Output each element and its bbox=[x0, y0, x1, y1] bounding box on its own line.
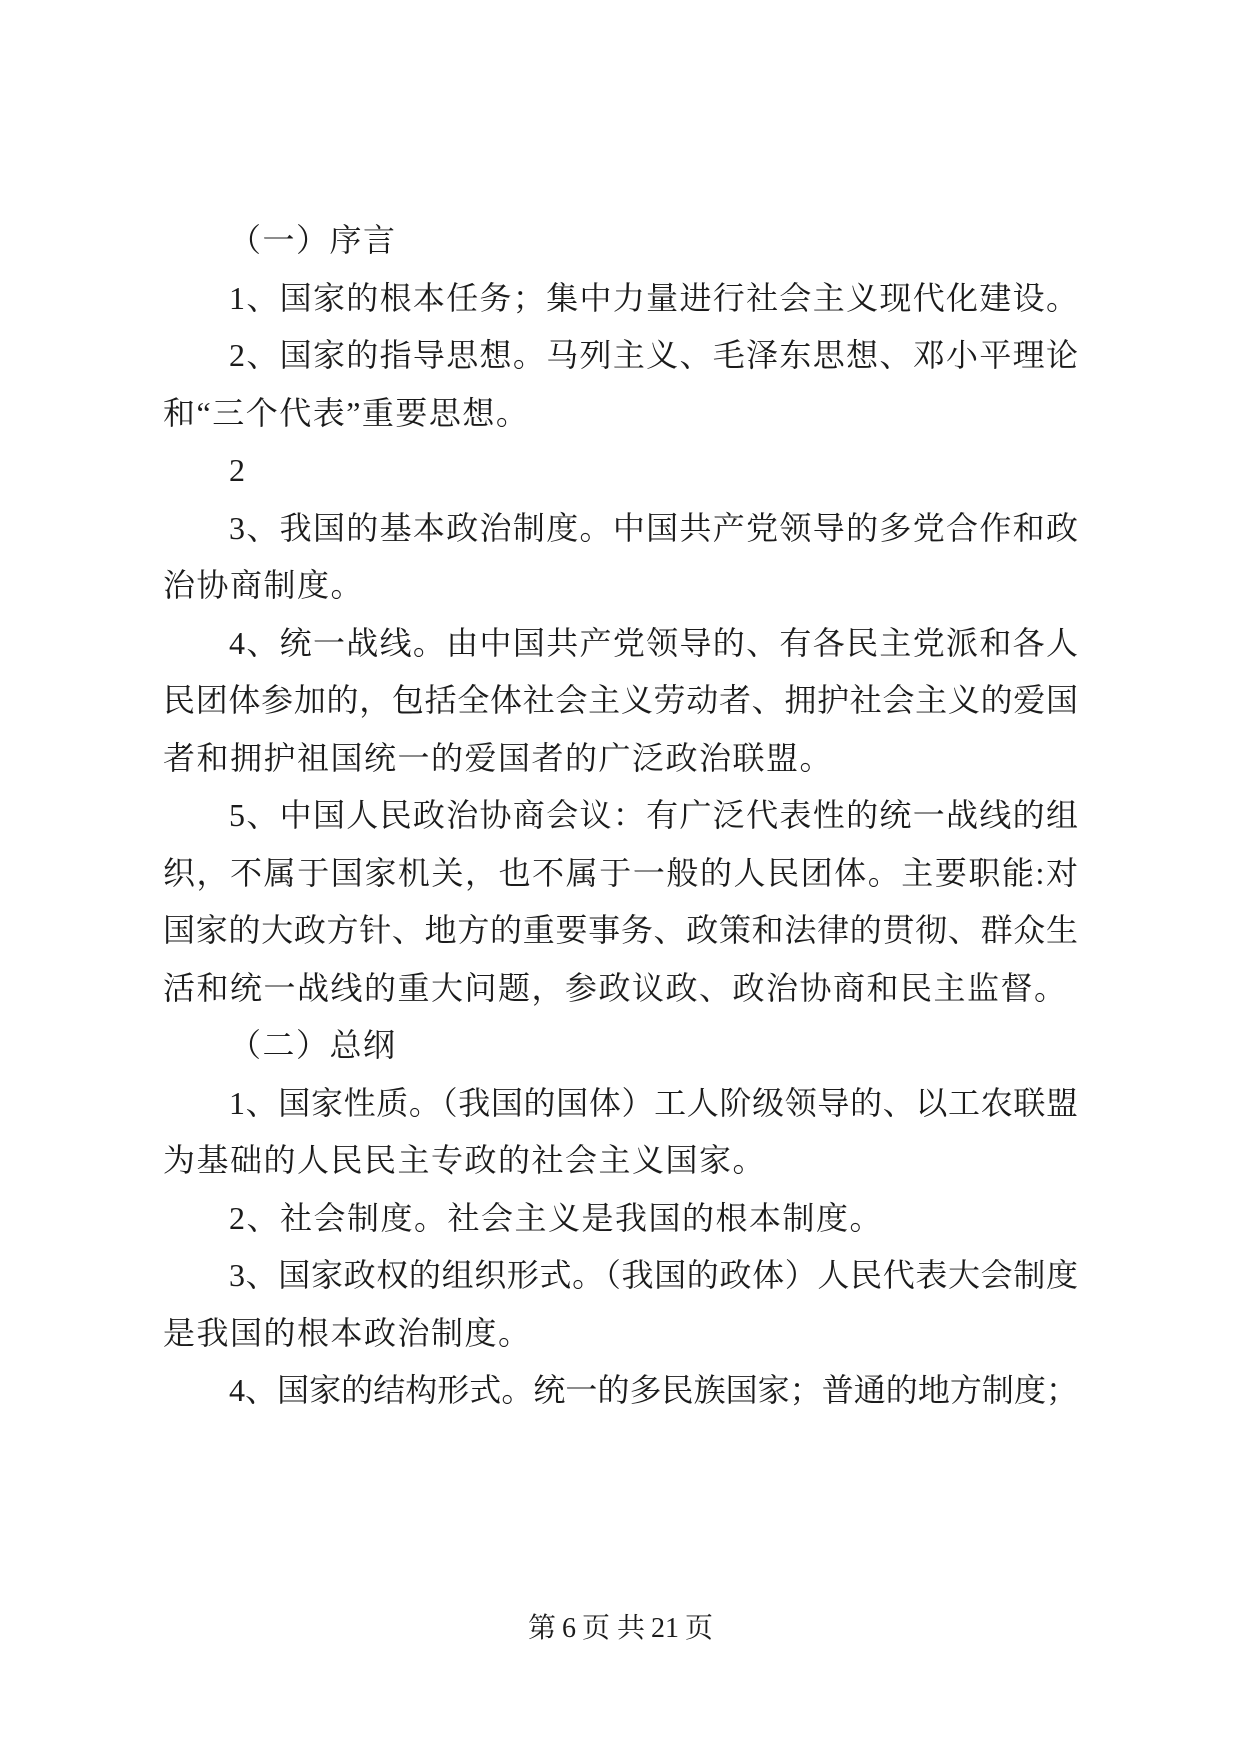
text-line: 1、国家性质。（我国的国体）工人阶级领导的、以工农联盟 bbox=[229, 1084, 1078, 1121]
footer-suffix: 页 bbox=[685, 1613, 714, 1644]
footer-page-number: 6 bbox=[561, 1613, 576, 1644]
text-line: 1、国家的根本任务；集中力量进行社会主义现代化建设。 bbox=[229, 279, 1078, 316]
footer-middle: 页 共 bbox=[581, 1613, 645, 1644]
text-line: 活和统一战线的重大问题，参政议政、政治协商和民主监督。 bbox=[163, 969, 1068, 1006]
text-line: 和“三个代表”重要思想。 bbox=[163, 394, 530, 431]
text-line: 者和拥护祖国统一的爱国者的广泛政治联盟。 bbox=[163, 739, 834, 776]
text-line: 4、国家的结构形式。统一的多民族国家；普通的地方制度； bbox=[229, 1372, 1078, 1408]
text-line: 4、统一战线。由中国共产党领导的、有各民主党派和各人 bbox=[229, 624, 1078, 661]
text-line: 民团体参加的，包括全体社会主义劳动者、拥护社会主义的爱国 bbox=[163, 682, 1078, 718]
page-footer bbox=[0, 1608, 1241, 1650]
document-body bbox=[163, 212, 1078, 1420]
text-line: 为基础的人民民主专政的社会主义国家。 bbox=[163, 1142, 767, 1178]
footer-prefix: 第 bbox=[527, 1613, 556, 1644]
text-line: 2 bbox=[229, 452, 247, 488]
text-line: 治协商制度。 bbox=[163, 567, 365, 603]
text-line: 2、社会制度。社会主义是我国的根本制度。 bbox=[229, 1199, 884, 1236]
text-line: 2、国家的指导思想。马列主义、毛泽东思想、邓小平理论 bbox=[229, 337, 1078, 373]
text-line: （二）总纲 bbox=[229, 1027, 397, 1063]
text-line: 国家的大政方针、地方的重要事务、政策和法律的贯彻、群众生 bbox=[163, 912, 1078, 948]
text-line: 3、国家政权的组织形式。（我国的政体）人民代表大会制度 bbox=[229, 1257, 1078, 1293]
footer-total-pages: 21 bbox=[651, 1613, 679, 1644]
text-line: 织，不属于国家机关，也不属于一般的人民团体。主要职能:对 bbox=[163, 854, 1078, 891]
text-line: 3、我国的基本政治制度。中国共产党领导的多党合作和政 bbox=[229, 509, 1078, 546]
text-line: 是我国的根本政治制度。 bbox=[163, 1314, 532, 1351]
text-line: 5、中国人民政治协商会议：有广泛代表性的统一战线的组 bbox=[229, 797, 1078, 833]
text-line: （一）序言 bbox=[229, 222, 397, 258]
